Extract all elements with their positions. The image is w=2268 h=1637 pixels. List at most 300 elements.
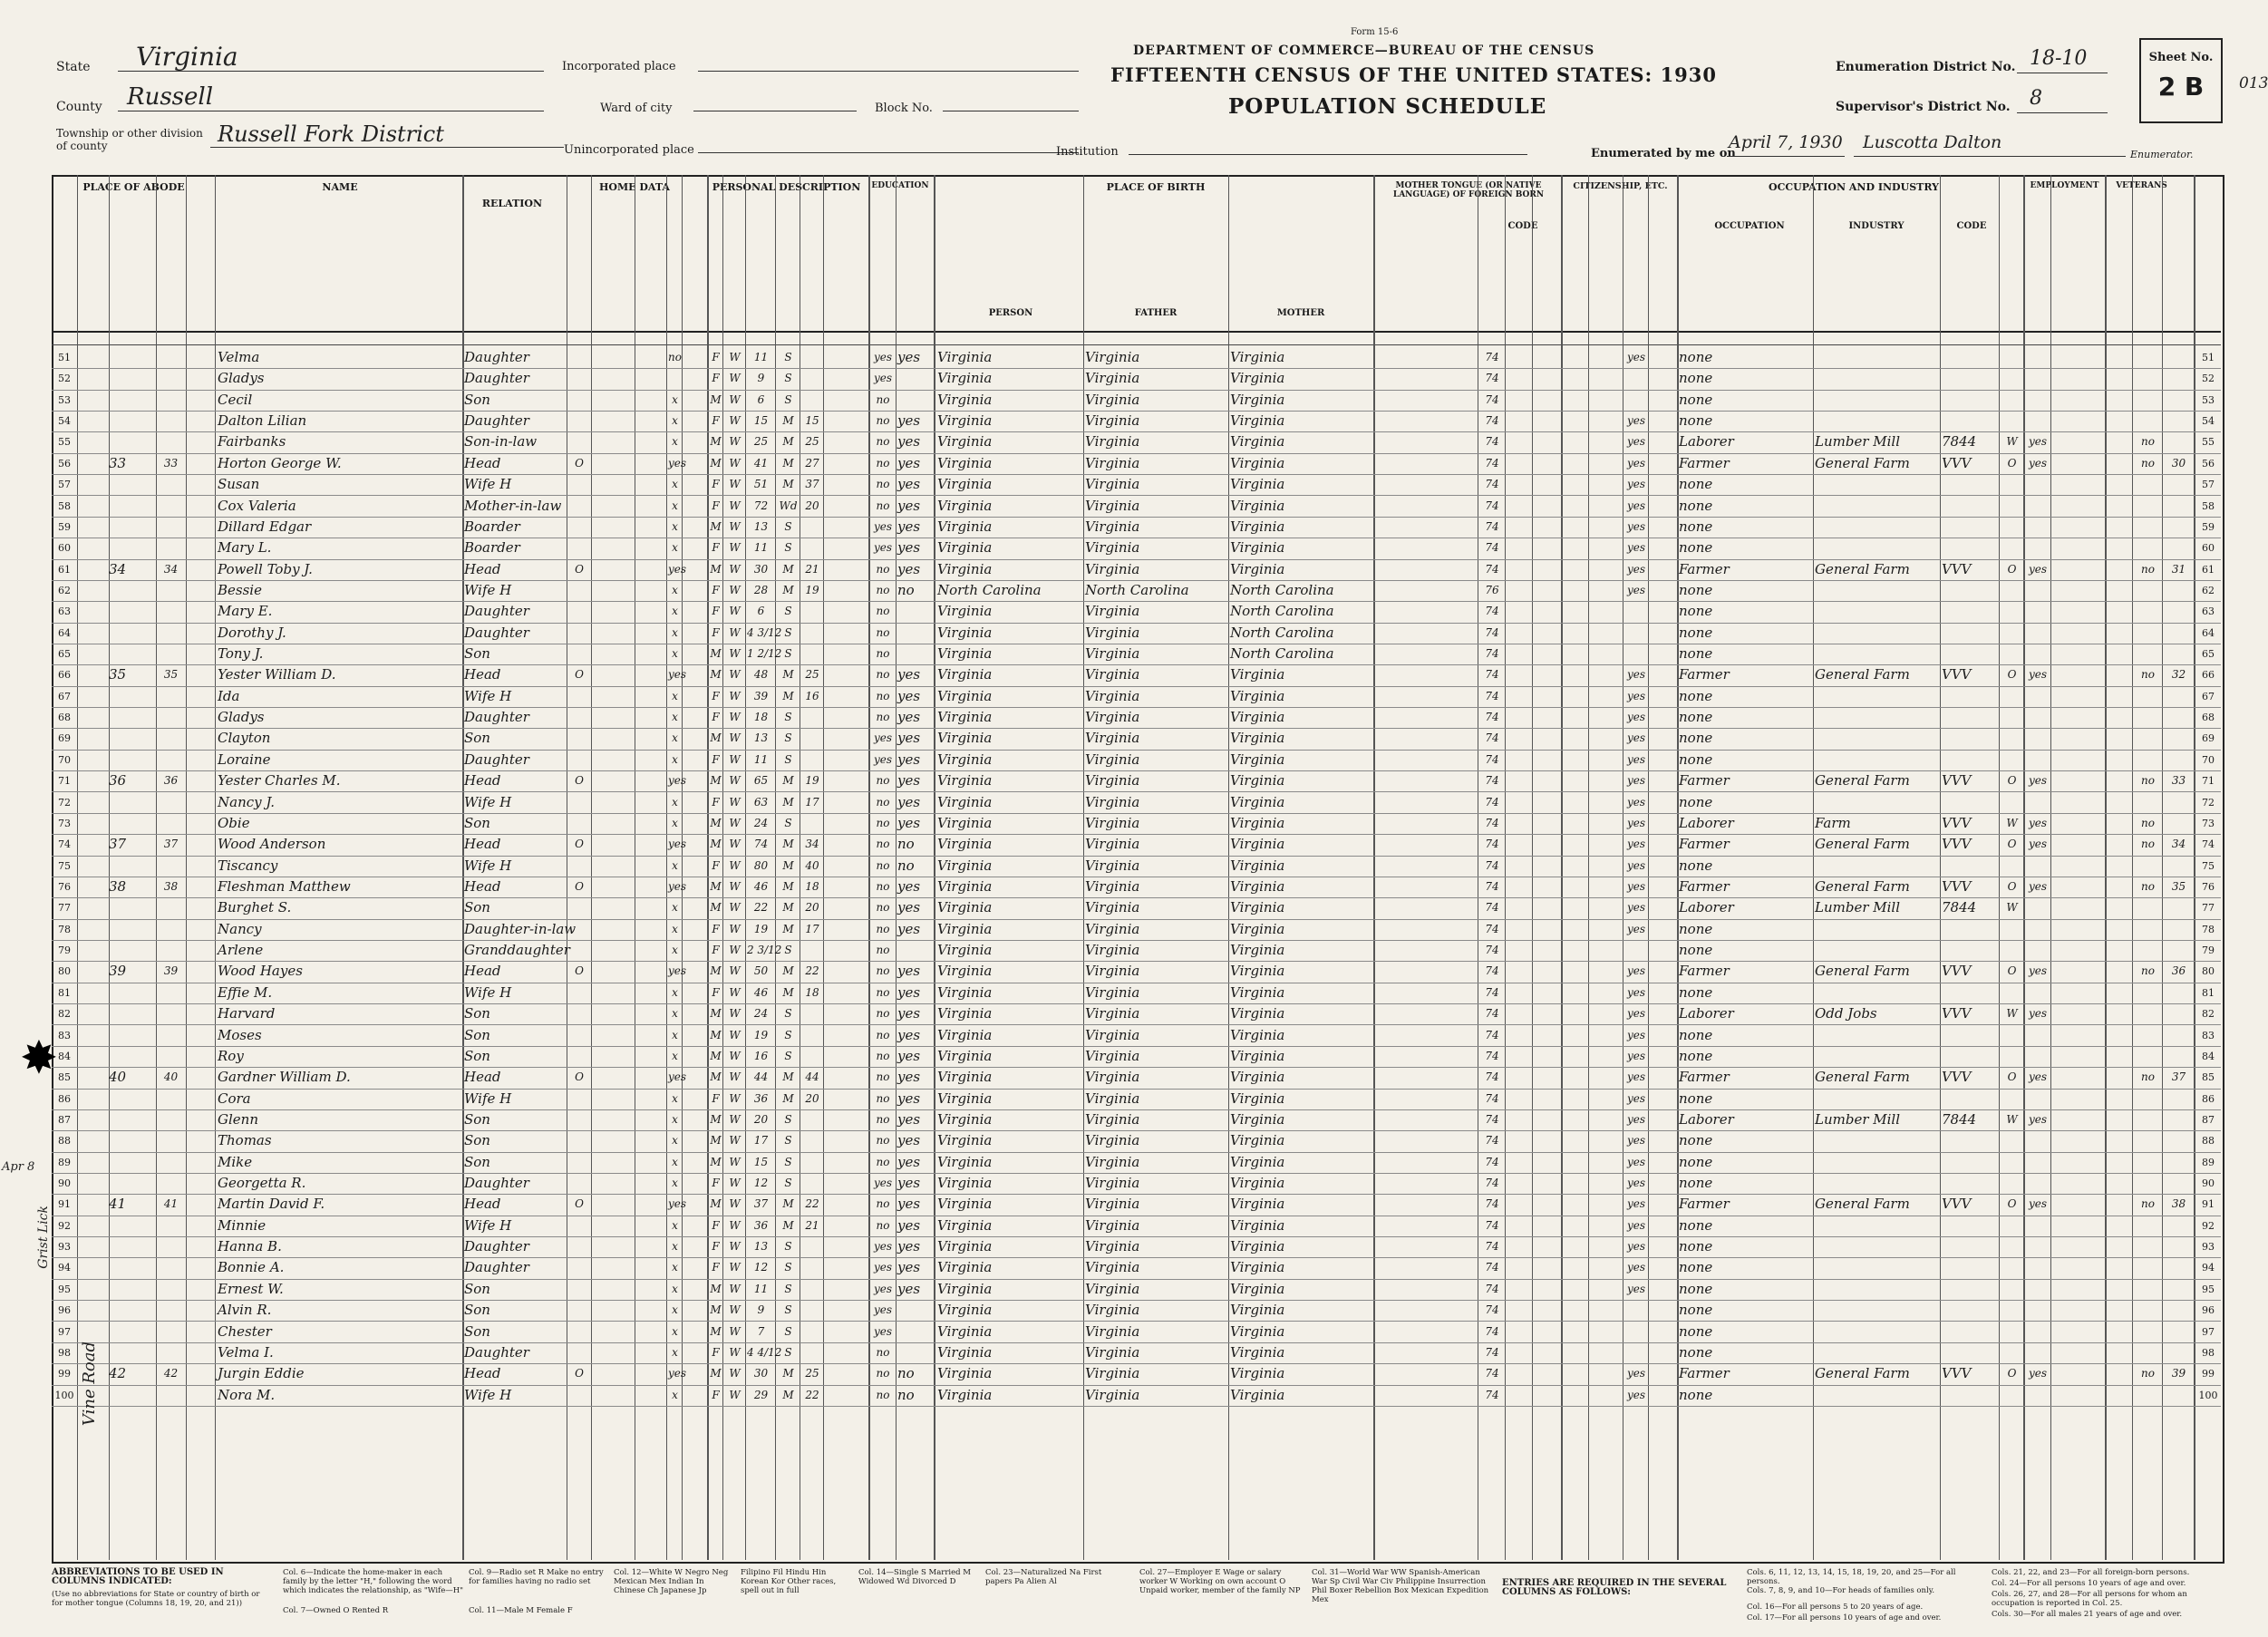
school-attendance: no xyxy=(876,499,890,512)
occupation: none xyxy=(1679,1322,1713,1340)
farm-residence: x xyxy=(672,731,678,745)
birthplace-father: Virginia xyxy=(1085,857,1140,874)
occupation: none xyxy=(1679,1343,1713,1361)
marital-status: M xyxy=(782,880,794,893)
person-name: Powell Toby J. xyxy=(218,560,313,577)
birthplace-father: Virginia xyxy=(1085,666,1140,683)
township-field xyxy=(210,121,564,148)
school-attendance: no xyxy=(876,858,890,872)
occupation-code xyxy=(1942,1130,1998,1151)
line-number-right: 99 xyxy=(2202,1368,2215,1380)
race: W xyxy=(729,414,741,428)
speaks-english: yes xyxy=(1626,1261,1646,1274)
occupation-code xyxy=(1942,919,1998,940)
sex: F xyxy=(712,922,720,935)
dwelling-number xyxy=(109,1216,156,1236)
industry xyxy=(1815,750,1939,770)
birth-code: 74 xyxy=(1485,372,1499,385)
employed xyxy=(2025,1025,2050,1046)
marital-status: M xyxy=(782,1388,794,1401)
birth-code: 74 xyxy=(1485,1177,1499,1190)
birthplace-person: Virginia xyxy=(937,1175,993,1192)
family-number xyxy=(156,983,186,1003)
sex: F xyxy=(712,499,720,512)
class-of-worker xyxy=(2001,1089,2023,1109)
line-number-right: 71 xyxy=(2202,775,2215,788)
school-attendance: no xyxy=(876,1028,890,1041)
school-attendance: no xyxy=(876,689,890,702)
veteran: no xyxy=(2141,964,2155,978)
line-number: 79 xyxy=(58,944,71,957)
employed xyxy=(2025,1257,2050,1278)
family-number xyxy=(156,1025,186,1046)
marital-status: S xyxy=(784,752,792,766)
occupation-code xyxy=(1942,390,1998,411)
class-of-worker xyxy=(2001,792,2023,813)
occupation: none xyxy=(1679,1047,1713,1064)
family-number xyxy=(156,368,186,389)
age: 4 3/12 xyxy=(747,625,782,639)
sex: M xyxy=(710,1303,722,1317)
footer-col7: Col. 7—Owned O Rented R xyxy=(283,1606,389,1615)
employed: yes xyxy=(2028,774,2048,788)
line-number-right: 80 xyxy=(2202,965,2215,978)
occupation: Farmer xyxy=(1679,454,1730,471)
birth-code: 74 xyxy=(1485,392,1499,406)
farm-residence: yes xyxy=(668,880,687,893)
occupation: none xyxy=(1679,1216,1713,1234)
sex: F xyxy=(712,985,720,999)
occupation: none xyxy=(1679,751,1713,768)
family-number xyxy=(156,750,186,770)
marital-status: S xyxy=(784,731,792,745)
family-number xyxy=(156,1130,186,1151)
family-number xyxy=(156,431,186,452)
line-number-right: 72 xyxy=(2202,796,2215,809)
race: W xyxy=(729,605,741,618)
speaks-english xyxy=(1624,368,1648,389)
school-attendance: no xyxy=(876,414,890,428)
sheet-value: 2 B xyxy=(2157,72,2205,102)
race: W xyxy=(729,519,741,533)
township-value: Russell Fork District xyxy=(218,121,444,147)
age-at-marriage: 18 xyxy=(805,880,819,893)
line-number-right: 97 xyxy=(2202,1325,2215,1338)
person-name: Ida xyxy=(218,687,240,704)
birthplace-person: Virginia xyxy=(937,730,993,747)
birthplace-mother: Virginia xyxy=(1230,1153,1285,1170)
sex: M xyxy=(710,901,722,915)
age-at-marriage xyxy=(801,940,823,961)
relation: Wife H xyxy=(464,687,512,704)
birth-code: 74 xyxy=(1485,647,1499,661)
home-owned xyxy=(568,1109,590,1130)
birthplace-mother: Virginia xyxy=(1230,983,1285,1001)
birthplace-mother: Virginia xyxy=(1230,709,1285,726)
read-write: yes xyxy=(897,963,921,980)
marital-status: S xyxy=(784,1007,792,1021)
veteran xyxy=(2134,919,2162,940)
line-number: 98 xyxy=(58,1346,71,1359)
family-number xyxy=(156,1257,186,1278)
speaks-english: yes xyxy=(1626,1240,1646,1254)
school-attendance: no xyxy=(876,774,890,788)
school-attendance: no xyxy=(876,1070,890,1084)
age: 30 xyxy=(753,1367,769,1380)
line-number: 89 xyxy=(58,1156,71,1168)
family-number: 40 xyxy=(163,1070,179,1084)
sheet-label: Sheet No. xyxy=(2148,51,2214,64)
class-of-worker xyxy=(2001,1216,2023,1236)
age-at-marriage xyxy=(801,1109,823,1130)
read-write xyxy=(897,1300,934,1321)
birthplace-mother: Virginia xyxy=(1230,772,1285,789)
sex: M xyxy=(710,1007,722,1021)
class-of-worker: W xyxy=(2006,901,2018,915)
line-number: 67 xyxy=(58,690,71,702)
employed: yes xyxy=(2028,562,2048,576)
form-number: Form 15-6 xyxy=(1351,27,1399,37)
industry: General Farm xyxy=(1815,878,1910,895)
employed: yes xyxy=(2028,435,2048,449)
race: W xyxy=(729,392,741,406)
farm-schedule xyxy=(2164,813,2194,834)
employed: yes xyxy=(2028,964,2048,978)
employed: yes xyxy=(2028,456,2048,470)
farm-residence: x xyxy=(672,1049,678,1062)
read-write xyxy=(897,623,934,644)
birthplace-mother: Virginia xyxy=(1230,1047,1285,1064)
birth-code: 74 xyxy=(1485,922,1499,935)
occupation-code xyxy=(1942,1152,1998,1173)
school-attendance: no xyxy=(876,1218,890,1232)
sex: M xyxy=(710,1155,722,1168)
state-field xyxy=(118,42,544,72)
dwelling-number xyxy=(109,707,156,728)
home-owned: O xyxy=(575,668,584,682)
line-number-right: 94 xyxy=(2202,1262,2215,1274)
marital-status: M xyxy=(782,922,794,935)
line-number-right: 90 xyxy=(2202,1177,2215,1190)
birthplace-person: Virginia xyxy=(937,1132,993,1149)
table-row xyxy=(52,940,2221,962)
farm-residence: x xyxy=(672,541,678,555)
read-write: yes xyxy=(897,1280,921,1297)
age-at-marriage xyxy=(801,1300,823,1321)
occupation: Laborer xyxy=(1679,814,1734,831)
occupation-code xyxy=(1942,368,1998,389)
birthplace-person: Virginia xyxy=(937,857,993,874)
farm-residence: x xyxy=(672,478,678,491)
table-row xyxy=(52,1279,2221,1301)
read-write: yes xyxy=(897,1005,921,1022)
speaks-english xyxy=(1624,1322,1648,1342)
family-number xyxy=(156,813,186,834)
birthplace-mother: Virginia xyxy=(1230,518,1285,535)
line-number-right: 74 xyxy=(2202,838,2215,851)
birthplace-mother: Virginia xyxy=(1230,1216,1285,1234)
employed xyxy=(2025,728,2050,749)
sex: F xyxy=(712,1388,720,1401)
speaks-english: yes xyxy=(1626,795,1646,809)
family-number xyxy=(156,623,186,644)
age: 1 2/12 xyxy=(747,647,782,661)
birthplace-mother: Virginia xyxy=(1230,920,1285,937)
age: 80 xyxy=(753,858,769,872)
occupation-code xyxy=(1942,856,1998,877)
industry: General Farm xyxy=(1815,836,1910,853)
birth-code: 74 xyxy=(1485,1345,1499,1359)
family-number xyxy=(156,601,186,622)
employed xyxy=(2025,1216,2050,1236)
home-owned xyxy=(568,1173,590,1194)
table-row xyxy=(52,877,2221,898)
read-write: yes xyxy=(897,1047,921,1064)
family-number xyxy=(156,347,186,368)
line-number-right: 54 xyxy=(2202,415,2215,428)
marital-status: M xyxy=(782,478,794,491)
farm-schedule: 34 xyxy=(2171,838,2186,851)
person-name: Bonnie A. xyxy=(218,1259,285,1276)
home-owned xyxy=(568,919,590,940)
farm-schedule xyxy=(2164,411,2194,431)
occupation-code xyxy=(1942,580,1998,601)
line-number-right: 82 xyxy=(2202,1008,2215,1021)
footer-entries: Cols. 6, 11, 12, 13, 14, 15, 18, 19, 20, and 25—For all persons. xyxy=(1747,1568,1956,1586)
marital-status: M xyxy=(782,858,794,872)
line-number-right: 93 xyxy=(2202,1241,2215,1254)
read-write: yes xyxy=(897,476,921,493)
veteran: no xyxy=(2141,816,2155,829)
person-name: Ernest W. xyxy=(218,1280,284,1297)
supervisor-field xyxy=(2017,87,2108,113)
veteran: no xyxy=(2141,456,2155,470)
table-row xyxy=(52,1300,2221,1322)
table-row xyxy=(52,453,2221,475)
table-row xyxy=(52,1173,2221,1195)
occupation: none xyxy=(1679,581,1713,598)
race: W xyxy=(729,351,741,363)
farm-residence: x xyxy=(672,414,678,428)
sex: M xyxy=(710,774,722,788)
line-number-right: 76 xyxy=(2202,881,2215,893)
footer-entries: Cols. 21, 22, and 23—For all foreign-born persons. xyxy=(1992,1568,2190,1577)
school-attendance: no xyxy=(876,647,890,661)
family-number xyxy=(156,474,186,495)
birthplace-person: Virginia xyxy=(937,1322,993,1340)
table-row xyxy=(52,919,2221,941)
class-of-worker: O xyxy=(2007,668,2017,682)
age: 51 xyxy=(753,478,769,491)
relation: Son xyxy=(464,814,490,831)
employed xyxy=(2025,411,2050,431)
employed xyxy=(2025,623,2050,644)
school-attendance: no xyxy=(876,435,890,449)
dwelling-number xyxy=(109,1152,156,1173)
farm-residence: x xyxy=(672,1261,678,1274)
relation: Son xyxy=(464,1280,490,1297)
veteran: no xyxy=(2141,838,2155,851)
speaks-english: yes xyxy=(1626,880,1646,893)
age-at-marriage xyxy=(801,813,823,834)
industry: General Farm xyxy=(1815,1365,1910,1382)
sex: M xyxy=(710,1324,722,1338)
home-owned xyxy=(568,983,590,1003)
occupation-code: VVV xyxy=(1942,1005,1972,1022)
industry xyxy=(1815,390,1939,411)
class-of-worker: O xyxy=(2007,1197,2017,1211)
speaks-english: yes xyxy=(1626,668,1646,682)
school-attendance: no xyxy=(876,816,890,829)
industry xyxy=(1815,347,1939,368)
birthplace-person: Virginia xyxy=(937,1386,993,1403)
read-write: yes xyxy=(897,1216,921,1234)
industry: General Farm xyxy=(1815,560,1910,577)
sex: F xyxy=(712,1345,720,1359)
read-write: no xyxy=(897,836,915,853)
marital-status: M xyxy=(782,795,794,809)
farm-schedule xyxy=(2164,1173,2194,1194)
dwelling-number xyxy=(109,1322,156,1342)
class-of-worker xyxy=(2001,623,2023,644)
table-row xyxy=(52,770,2221,792)
class-of-worker: W xyxy=(2006,816,2018,829)
birth-code: 74 xyxy=(1485,1388,1499,1401)
dwelling-number xyxy=(109,517,156,538)
marital-status: M xyxy=(782,562,794,576)
line-number: 77 xyxy=(58,902,71,915)
class-of-worker xyxy=(2001,580,2023,601)
line-number-right: 70 xyxy=(2202,753,2215,766)
race: W xyxy=(729,838,741,851)
age: 24 xyxy=(753,1007,769,1021)
age: 41 xyxy=(753,456,769,470)
table-row xyxy=(52,1003,2221,1025)
person-name: Alvin R. xyxy=(218,1302,272,1319)
person-name: Georgetta R. xyxy=(218,1175,306,1192)
birthplace-person: Virginia xyxy=(937,349,993,365)
employed: yes xyxy=(2028,1070,2048,1084)
race: W xyxy=(729,372,741,385)
county-label: County xyxy=(56,100,102,114)
age-at-marriage: 22 xyxy=(805,1388,819,1401)
school-attendance: no xyxy=(876,901,890,915)
industry xyxy=(1815,580,1939,601)
birth-code: 74 xyxy=(1485,689,1499,702)
home-owned: O xyxy=(575,880,584,893)
birthplace-father: Virginia xyxy=(1085,1005,1140,1022)
school-attendance: no xyxy=(876,668,890,682)
line-number-right: 51 xyxy=(2202,352,2215,363)
farm-residence: x xyxy=(672,1155,678,1168)
family-number xyxy=(156,856,186,877)
age: 28 xyxy=(753,583,769,596)
birthplace-person: Virginia xyxy=(937,391,993,408)
birth-code: 74 xyxy=(1485,1134,1499,1148)
school-attendance: no xyxy=(876,711,890,724)
person-name: Nancy J. xyxy=(218,793,275,810)
family-number xyxy=(156,707,186,728)
speaks-english: yes xyxy=(1626,583,1646,596)
person-name: Cox Valeria xyxy=(218,497,296,514)
speaks-english xyxy=(1624,390,1648,411)
birthplace-mother: Virginia xyxy=(1230,476,1285,493)
school-attendance: no xyxy=(876,795,890,809)
occupation: none xyxy=(1679,920,1713,937)
birth-code: 74 xyxy=(1485,774,1499,788)
school-attendance: yes xyxy=(873,752,893,766)
group-veterans: VETERANS xyxy=(2116,181,2167,190)
veteran xyxy=(2134,1003,2162,1024)
class-of-worker xyxy=(2001,1385,2023,1406)
dwelling-number: 42 xyxy=(109,1365,127,1382)
employed: yes xyxy=(2028,816,2048,829)
speaks-english: yes xyxy=(1626,1197,1646,1211)
dwelling-number: 34 xyxy=(109,560,127,577)
birthplace-mother: North Carolina xyxy=(1230,645,1334,663)
age-at-marriage: 21 xyxy=(805,1218,819,1232)
birth-code: 74 xyxy=(1485,1070,1499,1084)
speaks-english: yes xyxy=(1626,1049,1646,1062)
birthplace-mother: Virginia xyxy=(1230,1386,1285,1403)
industry xyxy=(1815,1130,1939,1151)
person-name: Gladys xyxy=(218,370,265,387)
person-name: Thomas xyxy=(218,1132,272,1149)
farm-residence: yes xyxy=(668,774,687,788)
occupation: none xyxy=(1679,1238,1713,1255)
person-name: Tiscancy xyxy=(218,857,278,874)
occupation: none xyxy=(1679,1132,1713,1149)
home-owned xyxy=(568,1216,590,1236)
dwelling-number xyxy=(109,368,156,389)
sex: F xyxy=(712,478,720,491)
sex: M xyxy=(710,731,722,745)
home-owned xyxy=(568,1089,590,1109)
birthplace-person: Virginia xyxy=(937,899,993,916)
age-at-marriage xyxy=(801,390,823,411)
employed: yes xyxy=(2028,880,2048,893)
table-row xyxy=(52,750,2221,771)
farm-schedule: 32 xyxy=(2171,668,2186,682)
relation: Son xyxy=(464,1302,490,1319)
family-number: 42 xyxy=(163,1367,179,1380)
employed xyxy=(2025,1322,2050,1342)
race: W xyxy=(729,1388,741,1401)
county-value: Russell xyxy=(127,83,214,111)
employed xyxy=(2025,897,2050,918)
class-of-worker: O xyxy=(2007,880,2017,893)
family-number: 38 xyxy=(163,880,179,893)
industry xyxy=(1815,792,1939,813)
birthplace-father: Virginia xyxy=(1085,454,1140,471)
relation: Daughter xyxy=(464,1238,529,1255)
school-attendance: no xyxy=(876,1197,890,1211)
veteran xyxy=(2134,1342,2162,1363)
sex: M xyxy=(710,1197,722,1211)
home-owned xyxy=(568,474,590,495)
school-attendance: no xyxy=(876,922,890,935)
relation: Head xyxy=(464,1069,501,1086)
speaks-english: yes xyxy=(1626,1218,1646,1232)
speaks-english: yes xyxy=(1626,816,1646,829)
family-number xyxy=(156,1046,186,1067)
dwelling-number xyxy=(109,686,156,707)
school-attendance: yes xyxy=(873,1303,893,1317)
sex: M xyxy=(710,1112,722,1126)
farm-schedule xyxy=(2164,897,2194,918)
line-number-right: 95 xyxy=(2202,1283,2215,1295)
class-of-worker xyxy=(2001,474,2023,495)
